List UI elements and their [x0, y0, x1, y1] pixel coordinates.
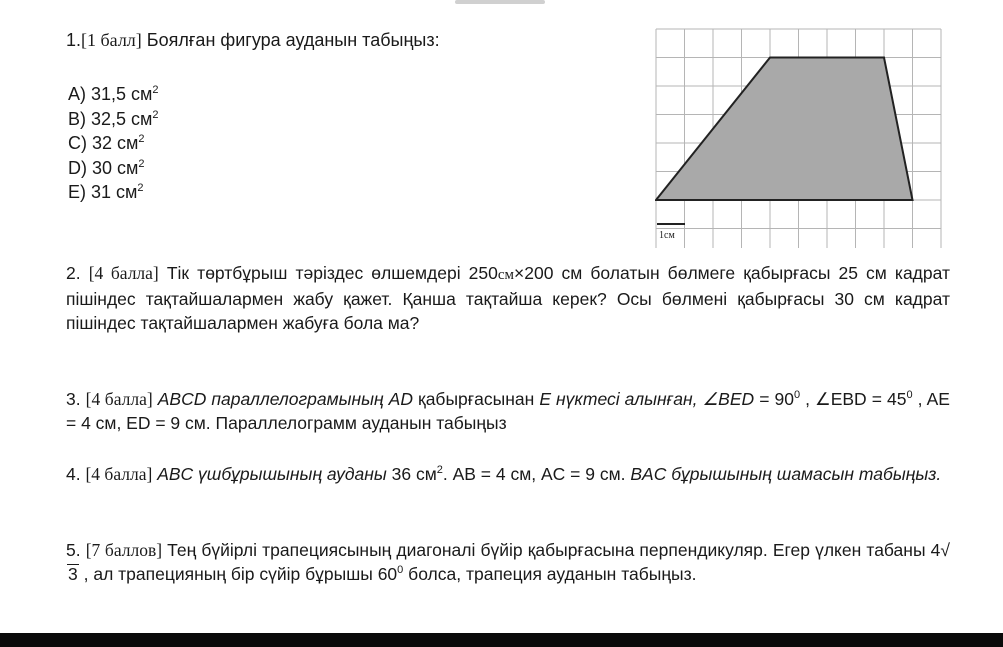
question-1-title: [66, 30, 440, 51]
question-1-text: Боялған фигура ауданын табыңыз:: [146, 30, 440, 50]
shaded-trapezoid: [656, 58, 913, 201]
scale-label: 1см: [659, 230, 675, 241]
question-5: 5. [7 баллов] Тең бүйірлі трапециясының диагоналі бүйір қабырғасына перпендикуляр. Егер үлкен табаны 4√3 , ал трапецияның бір сүйір бұрышы $60^0$ болса, трапеция ауданын табыңыз.: [66, 540, 950, 584]
question-4-points: [4 балла]: [85, 464, 153, 484]
question-4: 4. [4 балла] ABC үшбұрышының ауданы 36 $см^2$. AB = 4 см, AC = 9 см. BAC бұрышының шамасын табыңыз.: [66, 464, 942, 484]
question-1-number: 1.: [66, 30, 82, 50]
question-2-points: [4 балла]: [88, 263, 159, 283]
option-d: D) 30 $см^2$: [68, 157, 145, 178]
grid-figure-svg: [655, 28, 945, 248]
question-2-text-b: ×200 см болатын бөлмеге қабырғасы 25 см кадрат пішіндес тақтайшалармен жабу қажет. Қанша тақтайша керек? Осы бөлмені қабырғасы 30 см кадрат пішіндес тақтайшалармен жабуға бола ма?: [66, 263, 950, 333]
option-a: A) 31,5 $см^2$: [68, 84, 159, 104]
option-b: B) 32,5 $см^2$: [68, 108, 159, 129]
question-5-points: [7 баллов]: [85, 540, 163, 560]
top-edge-artifact: [455, 0, 545, 4]
question-3: 3. [4 балла] ABCD параллелограмының AD қабырғасынан E нүктесі алынған, ∠BED = $90^0$ , ∠EBD = $45^0$ , AE = 4 см, ED = 9 см. Параллелограмм ауданын табыңыз: [66, 389, 950, 433]
question-2: 2. [4 балла] Тік төртбұрыш тәріздес өлшемдері 250см×200 см болатын бөлмеге қабырғасы 25 см кадрат пішіндес тақтайшалармен жабу қажет. Қанша тақтайша керек? Осы бөлмені қабырғасы 30 см кадрат пішіндес тақтайшалармен жабуға бола ма?: [66, 263, 950, 333]
question-3-points: [4 балла]: [85, 389, 153, 409]
question-1-options: [68, 82, 159, 205]
bottom-black-bar: [0, 633, 1003, 647]
option-c: C) 32 $см^2$: [68, 133, 145, 153]
trapezoid-figure: [655, 28, 945, 253]
option-e: E) 31 $см^2$: [68, 182, 144, 202]
question-1-points: [1 балл]: [81, 30, 142, 50]
question-2-text-a: Тік төртбұрыш тәріздес өлшемдері 250: [166, 263, 498, 283]
